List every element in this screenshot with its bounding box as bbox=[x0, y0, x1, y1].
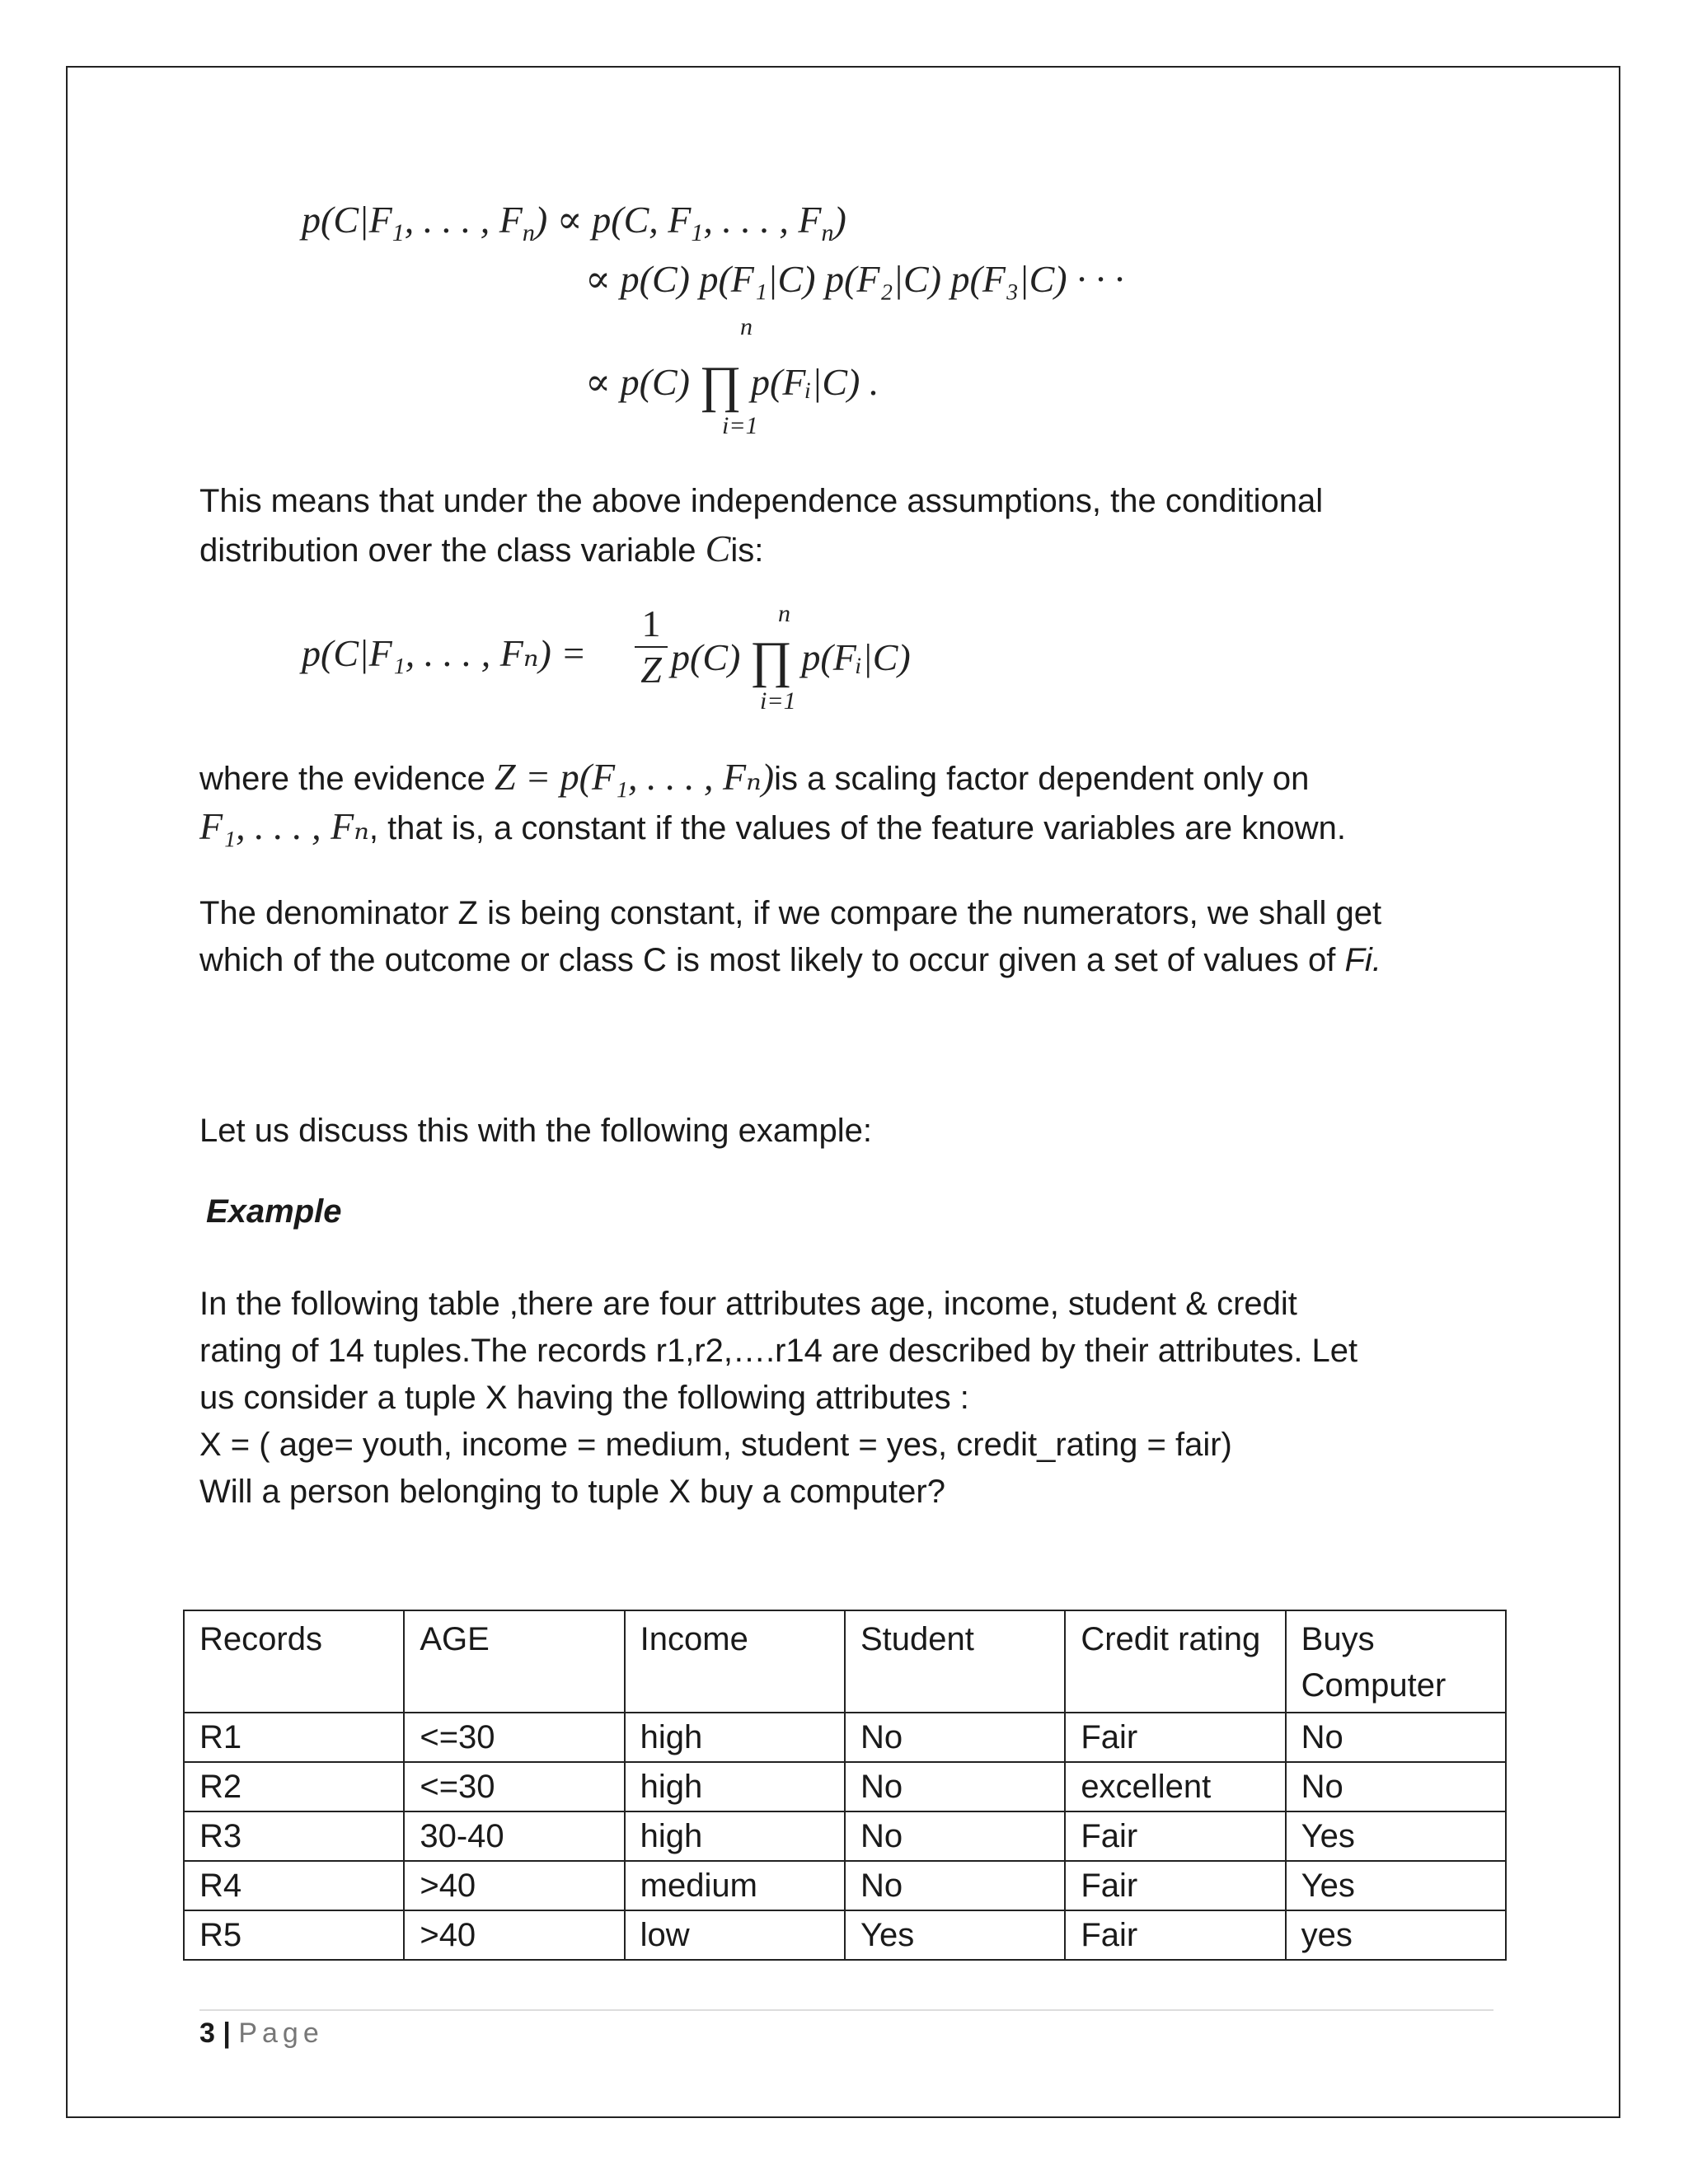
table-cell: R4 bbox=[184, 1861, 404, 1910]
paragraph-discuss: Let us discuss this with the following example: bbox=[199, 1113, 872, 1149]
paragraph-denominator: The denominator Z is being constant, if we compare the numerators, we shall get which of the outcome or class C is most likely to occur given a set of values of Fi. bbox=[199, 895, 1382, 978]
equation-2-prod-lower: i=1 bbox=[760, 687, 796, 715]
header-age: AGE bbox=[404, 1610, 624, 1713]
table-cell: Yes bbox=[1286, 1861, 1506, 1910]
table-cell: excellent bbox=[1065, 1762, 1285, 1811]
table-cell: high bbox=[625, 1811, 845, 1861]
table-cell: R2 bbox=[184, 1762, 404, 1811]
table-cell: No bbox=[845, 1811, 1065, 1861]
equation-2-fraction: 1 Z bbox=[635, 605, 668, 689]
table-cell: R5 bbox=[184, 1910, 404, 1960]
footer-divider bbox=[199, 2009, 1493, 2011]
equation-2-prod-upper: n bbox=[778, 600, 790, 627]
header-buys-computer: Buys Computer bbox=[1286, 1610, 1506, 1713]
table-cell: Fair bbox=[1065, 1811, 1285, 1861]
header-records: Records bbox=[184, 1610, 404, 1713]
page-number: 3 bbox=[199, 2018, 215, 2049]
equation-1-prod-upper: n bbox=[740, 313, 753, 340]
table-header-row bbox=[184, 1610, 1506, 1713]
table-cell: Yes bbox=[845, 1910, 1065, 1960]
table-cell: high bbox=[625, 1762, 845, 1811]
example-heading: Example bbox=[206, 1193, 342, 1230]
paragraph-independence: This means that under the above independence assumptions, the conditional distribution over the class variable Cis: bbox=[199, 483, 1324, 569]
equation-1-prod-lower: i=1 bbox=[722, 412, 758, 439]
table-cell: Fair bbox=[1065, 1713, 1285, 1762]
table-row bbox=[184, 1762, 1506, 1811]
table-row bbox=[184, 1910, 1506, 1960]
equation-2-rhs: p(C) ∏ p(Fᵢ|C) bbox=[671, 632, 911, 688]
paragraph-example: In the following table ,there are four attributes age, income, student & credit rating of 14 tuples.The records r1,r2,….r14 are described by their attributes. Let us consider a tuple X having the following attributes : X = ( age= youth, income = medium, student = yes, credit_rating = fair) Will a person belonging to tuple X buy a computer? bbox=[199, 1286, 1358, 1510]
table-cell: No bbox=[1286, 1713, 1506, 1762]
table-cell: R3 bbox=[184, 1811, 404, 1861]
table-cell: Yes bbox=[1286, 1811, 1506, 1861]
table-cell: >40 bbox=[404, 1861, 624, 1910]
table-cell: No bbox=[1286, 1762, 1506, 1811]
footer-separator: | bbox=[223, 2018, 231, 2049]
table-cell: medium bbox=[625, 1861, 845, 1910]
table-cell: R1 bbox=[184, 1713, 404, 1762]
records-table bbox=[183, 1610, 1507, 1961]
table-row bbox=[184, 1713, 1506, 1762]
page-footer bbox=[199, 2014, 324, 2052]
header-credit-rating: Credit rating bbox=[1065, 1610, 1285, 1713]
header-student: Student bbox=[845, 1610, 1065, 1713]
table-cell: <=30 bbox=[404, 1762, 624, 1811]
table-cell: <=30 bbox=[404, 1713, 624, 1762]
table-cell: No bbox=[845, 1713, 1065, 1762]
product-symbol-2: ∏ bbox=[749, 632, 792, 688]
table-cell: high bbox=[625, 1713, 845, 1762]
table-cell: Fair bbox=[1065, 1910, 1285, 1960]
table-cell: >40 bbox=[404, 1910, 624, 1960]
equation-1-line-3: ∝ p(C) ∏ p(Fᵢ|C) . bbox=[585, 357, 879, 413]
equation-2: p(C|F₁, . . . , Fₙ) = bbox=[302, 632, 587, 674]
paragraph-evidence: where the evidence Z = p(F₁, . . . , Fₙ)is a scaling factor dependent only on F₁, . . . , Fₙ, that is, a constant if the values of the feature variables are known. bbox=[199, 756, 1346, 847]
table-row bbox=[184, 1811, 1506, 1861]
header-income: Income bbox=[625, 1610, 845, 1713]
table-cell: Fair bbox=[1065, 1861, 1285, 1910]
table-cell: low bbox=[625, 1910, 845, 1960]
table-cell: No bbox=[845, 1861, 1065, 1910]
table-cell: yes bbox=[1286, 1910, 1506, 1960]
table-cell: 30-40 bbox=[404, 1811, 624, 1861]
product-symbol: ∏ bbox=[699, 357, 742, 413]
table-row bbox=[184, 1861, 1506, 1910]
table-cell: No bbox=[845, 1762, 1065, 1811]
page-label: Page bbox=[238, 2018, 324, 2049]
equation-1-line-2: ∝ p(C) p(F₁|C) p(F₂|C) p(F₃|C) · · · bbox=[585, 258, 1124, 300]
equation-1-line-1: $p(C|F_1$, . . . , $F_n) \propto p(C$, $F_1$, . . . , $F_n$) bbox=[302, 199, 846, 247]
